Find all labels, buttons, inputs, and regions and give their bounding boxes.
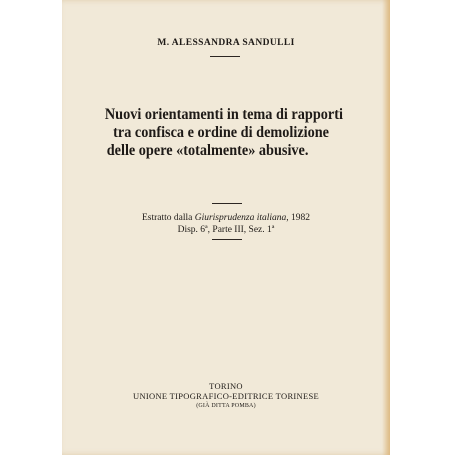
- extract-divider-top: [212, 203, 242, 204]
- book-title: [92, 106, 368, 160]
- author-name: M. ALESSANDRA SANDULLI: [157, 38, 295, 48]
- title-line-1: Nuovi orientamenti in tema di rapporti: [104, 106, 343, 123]
- title-line-2: tra confisca e ordine di demolizione: [113, 124, 330, 141]
- publisher-name: UNIONE TIPOGRAFICO-EDITRICE TORINESE: [133, 391, 319, 401]
- title-line-3: delle opere «totalmente» abusive.: [106, 142, 309, 159]
- extract-line-1: [62, 212, 390, 224]
- extract-suffix: , 1982: [286, 213, 311, 223]
- publisher-former-name: (GIÀ DITTA POMBA): [196, 403, 256, 409]
- extract-prefix: Estratto dalla: [141, 213, 195, 223]
- author-divider: [210, 56, 240, 57]
- publisher-block: [62, 381, 390, 411]
- journal-name: Giurisprudenza italiana: [194, 213, 287, 223]
- book-cover: [62, 0, 390, 455]
- extract-line-2: Disp. 6ª, Parte III, Sez. 1ª: [177, 225, 275, 235]
- extract-info: [62, 212, 390, 236]
- publisher-city: TORINO: [209, 381, 243, 391]
- extract-divider-bottom: [212, 239, 242, 240]
